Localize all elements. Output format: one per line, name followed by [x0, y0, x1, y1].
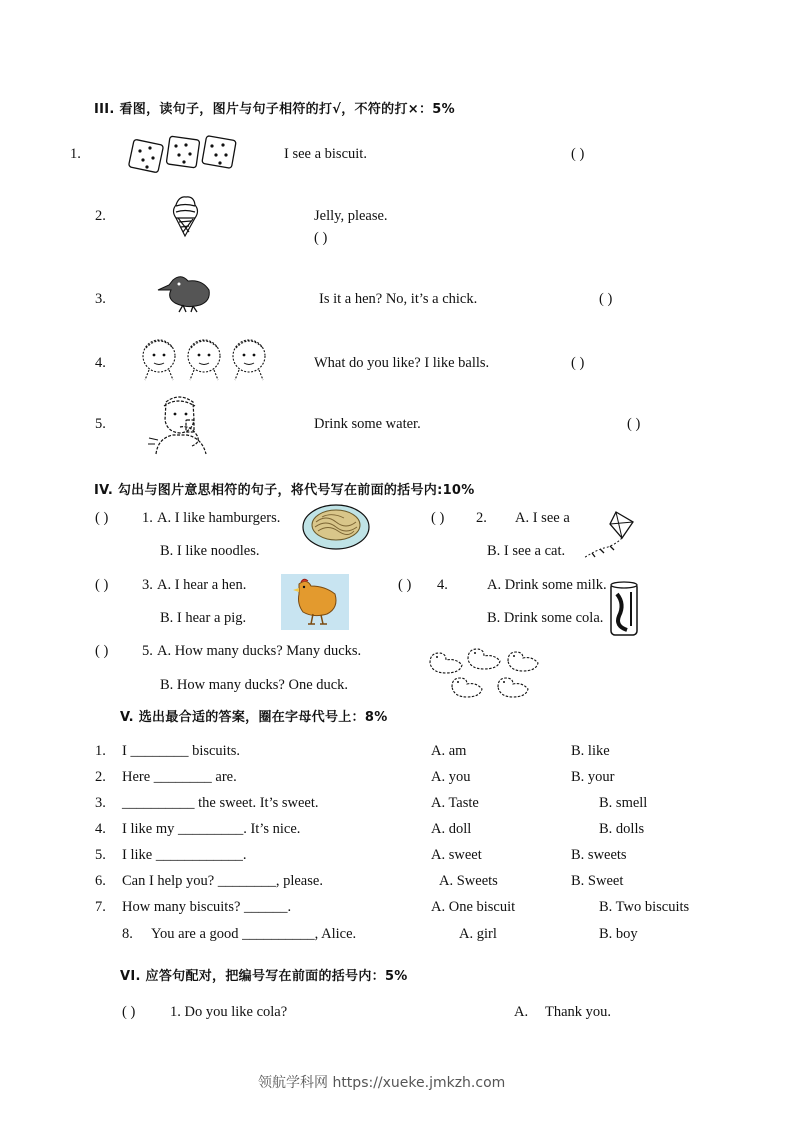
s5-item4-number: 4.	[95, 821, 106, 837]
s4-item2-answer-blank[interactable]: ( )	[431, 510, 445, 526]
s4-item2-option-a: A. I see a	[515, 510, 570, 526]
s5-item3-option-a[interactable]: A. Taste	[431, 795, 479, 811]
noodles-plate-picture	[300, 500, 372, 552]
s5-item1-number: 1.	[95, 743, 106, 759]
section5-heading: V. 选出最合适的答案，圈在字母代号上：8%	[120, 710, 388, 725]
s3-item5-sentence: Drink some water.	[314, 416, 421, 432]
s4-item5-answer-blank[interactable]: ( )	[95, 643, 109, 659]
s5-item6-option-a[interactable]: A. Sweets	[439, 873, 498, 889]
s3-item1-sentence: I see a biscuit.	[284, 146, 367, 162]
s5-item7-question: How many biscuits? ______.	[122, 899, 292, 915]
s4-item3-number: 3.	[142, 577, 153, 593]
s4-item1-option-a: A. I like hamburgers.	[157, 510, 281, 526]
section4-heading: IV. 勾出与图片意思相符的句子，将代号写在前面的括号内:10%	[94, 483, 475, 498]
s3-item2-answer-blank[interactable]: ( )	[314, 230, 328, 246]
children-faces-picture	[140, 330, 270, 382]
s5-item3-number: 3.	[95, 795, 106, 811]
s4-item2-option-b: B. I see a cat.	[487, 543, 566, 559]
s4-item3-answer-blank[interactable]: ( )	[95, 577, 109, 593]
s3-item3-number: 3.	[95, 291, 106, 307]
s3-item5-number: 5.	[95, 416, 106, 432]
s3-item1-number: 1.	[70, 146, 81, 162]
s5-item2-option-a[interactable]: A. you	[431, 769, 471, 785]
s5-item1-option-a[interactable]: A. am	[431, 743, 467, 759]
s4-item1-answer-blank[interactable]: ( )	[95, 510, 109, 526]
s5-item8-number: 8.	[122, 926, 133, 942]
s4-item4-number: 4.	[437, 577, 448, 593]
s3-item2-sentence: Jelly, please.	[314, 208, 388, 224]
s5-item3-question: __________ the sweet. It’s sweet.	[122, 795, 319, 811]
footer-watermark: 领航学科网 https://xueke.jmkzh.com	[258, 1075, 506, 1091]
s4-item1-number: 1.	[142, 510, 153, 526]
s5-item5-number: 5.	[95, 847, 106, 863]
s5-item6-option-b[interactable]: B. Sweet	[571, 873, 624, 889]
s5-item8-option-b[interactable]: B. boy	[599, 926, 638, 942]
s5-item5-option-a[interactable]: A. sweet	[431, 847, 482, 863]
s3-item4-number: 4.	[95, 355, 106, 371]
s6-item1-question: 1. Do you like cola?	[170, 1004, 288, 1020]
s3-item5-answer-blank[interactable]: ( )	[627, 416, 641, 432]
s4-item5-option-b: B. How many ducks? One duck.	[160, 677, 349, 693]
s5-item7-number: 7.	[95, 899, 106, 915]
s4-item3-option-b: B. I hear a pig.	[160, 610, 247, 626]
s5-item6-number: 6.	[95, 873, 106, 889]
s4-item4-option-a: A. Drink some milk.	[487, 577, 607, 593]
s3-item3-sentence: Is it a hen? No, it’s a chick.	[319, 291, 478, 307]
s3-item4-sentence: What do you like? I like balls.	[314, 355, 490, 371]
biscuits-picture	[128, 133, 240, 177]
section3-heading: III. 看图，读句子，图片与句子相符的打√，不符的打×：5%	[94, 102, 455, 117]
s5-item2-option-b[interactable]: B. your	[571, 769, 615, 785]
s3-item2-number: 2.	[95, 208, 106, 224]
ice-cream-picture	[167, 192, 203, 240]
cola-can-picture	[607, 580, 641, 638]
s4-item4-answer-blank[interactable]: ( )	[398, 577, 412, 593]
s5-item4-option-a[interactable]: A. doll	[431, 821, 472, 837]
s3-item1-answer-blank[interactable]: ( )	[571, 146, 585, 162]
s3-item4-answer-blank[interactable]: ( )	[571, 355, 585, 371]
s5-item2-question: Here ________ are.	[122, 769, 237, 785]
s4-item1-option-b: B. I like noodles.	[160, 543, 260, 559]
s5-item5-question: I like ____________.	[122, 847, 247, 863]
s6-item1-answer-blank[interactable]: ( )	[122, 1004, 136, 1020]
s5-item4-question: I like my _________. It’s nice.	[122, 821, 301, 837]
s5-item4-option-b[interactable]: B. dolls	[599, 821, 645, 837]
s6-answer-a-text: Thank you.	[545, 1004, 612, 1020]
boy-drinking-picture	[146, 392, 216, 456]
s6-answer-a-letter: A.	[514, 1004, 529, 1020]
s5-item6-question: Can I help you? ________, please.	[122, 873, 323, 889]
s4-item4-option-b: B. Drink some cola.	[487, 610, 604, 626]
kite-picture	[576, 508, 638, 562]
s5-item7-option-b[interactable]: B. Two biscuits	[599, 899, 690, 915]
chick-picture	[155, 270, 213, 314]
s5-item5-option-b[interactable]: B. sweets	[571, 847, 627, 863]
hen-picture	[281, 574, 349, 630]
s5-item1-question: I ________ biscuits.	[122, 743, 241, 759]
s4-item5-number: 5.	[142, 643, 153, 659]
section6-heading: VI. 应答句配对，把编号写在前面的括号内：5%	[120, 969, 408, 984]
s5-item2-number: 2.	[95, 769, 106, 785]
s5-item8-question: You are a good __________, Alice.	[151, 926, 357, 942]
s4-item5-option-a: A. How many ducks? Many ducks.	[157, 643, 362, 659]
s4-item3-option-a: A. I hear a hen.	[157, 577, 247, 593]
s3-item3-answer-blank[interactable]: ( )	[599, 291, 613, 307]
s5-item8-option-a[interactable]: A. girl	[459, 926, 497, 942]
s4-item2-number: 2.	[476, 510, 487, 526]
s5-item1-option-b[interactable]: B. like	[571, 743, 610, 759]
s5-item3-option-b[interactable]: B. smell	[599, 795, 648, 811]
s5-item7-option-a[interactable]: A. One biscuit	[431, 899, 516, 915]
ducks-picture	[424, 645, 544, 703]
